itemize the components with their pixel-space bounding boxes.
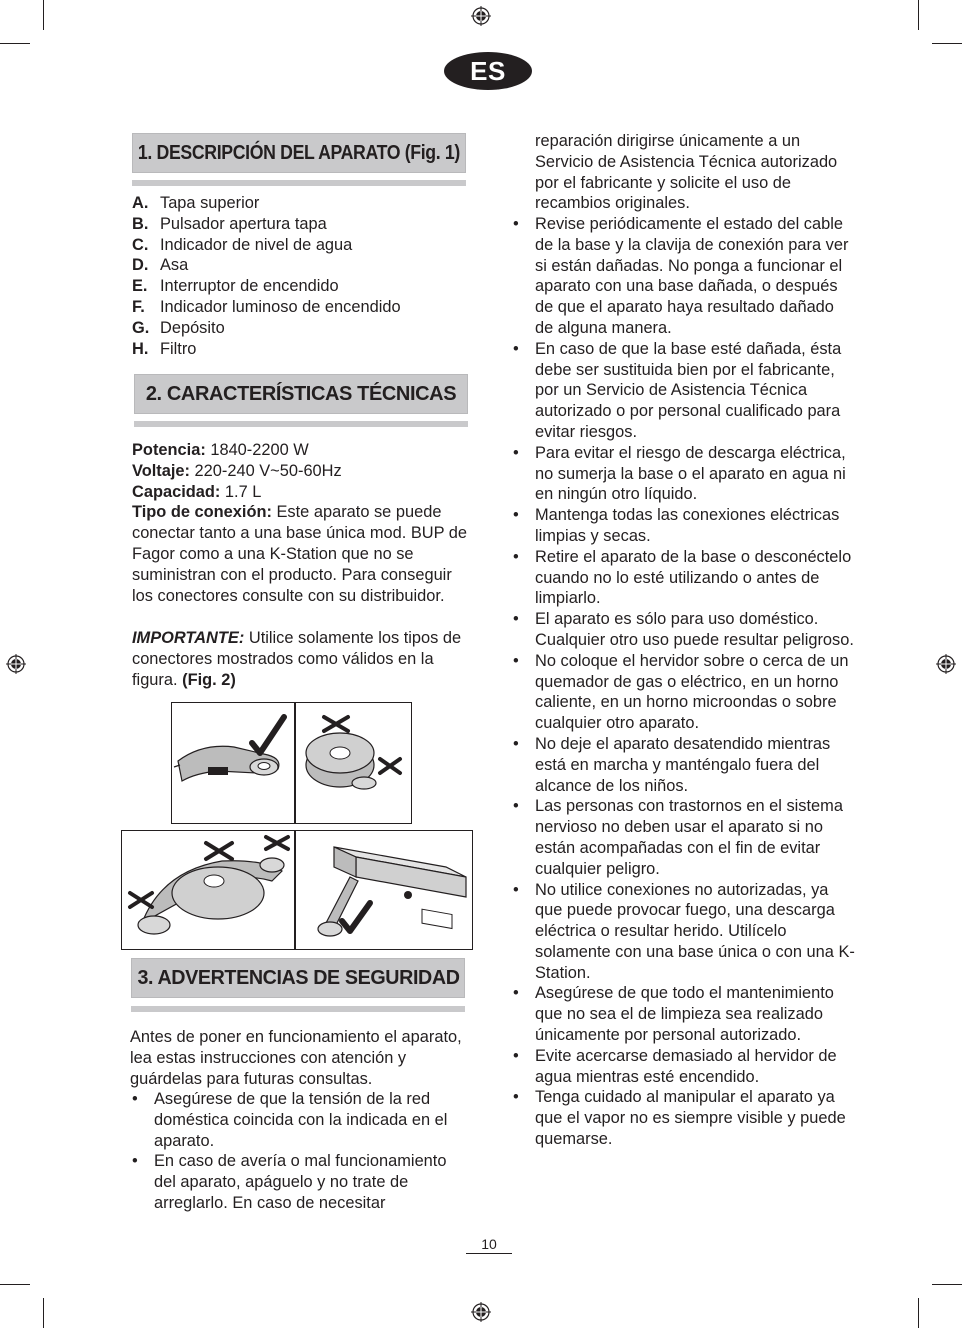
list-item: • No coloque el hervidor sobre o cerca de un quemador de gas o eléctrico, en un horno caliente, en un horno microondas o sobre cualquier otro aparato. [513,651,849,733]
figure-invalid-dual-base [121,830,295,950]
figure-valid-k-station [295,830,473,950]
list-item: H. Filtro [132,339,197,358]
section-1-title: 1. DESCRIPCIÓN DEL APARATO (Fig. 1) [138,141,461,164]
safety-list-left [130,1089,472,1214]
section-rule [131,1006,465,1012]
list-item: E. Interruptor de encendido [132,277,339,296]
list-item: G. Depósito [132,318,225,337]
round-base-illustration [296,703,411,823]
list-item: • Asegúrese de que todo el mantenimiento que no sea el de limpieza sea realizado únicamente por personal autorizado. [513,984,834,1045]
safety-continuation: reparación dirigirse únicamente a un Servicio de Asistencia Técnica autorizado por el fabricante y solicite el uso de recambios originales. [535,132,838,213]
crop-mark [0,43,30,44]
list-item: • Mantenga todas las conexiones eléctricas limpias y secas. [513,506,840,545]
crop-mark [43,0,44,30]
list-item: F. Indicador luminoso de encendido [132,297,401,316]
list-item: • No utilice conexiones no autorizadas, ya que puede provocar fuego, una descarga eléctrica o resultar herido. Utilícelo solamente con una base única o con una K-Station. [513,880,855,982]
registration-mark-icon [936,654,956,674]
crop-mark [918,1298,919,1328]
dual-base-illustration [122,831,294,949]
registration-mark-icon [6,654,26,674]
list-item: • No deje el aparato desatendido mientras está en marcha y manténgalo fuera del alcance de los niños. [513,734,831,795]
list-item: C. Indicador de nivel de agua [132,235,353,254]
figure-invalid-round-base [295,702,412,824]
k-station-illustration [296,831,472,949]
registration-mark-icon [471,1302,491,1322]
list-item: • El aparato es sólo para uso doméstico. Cualquier otro uso puede resultar peligroso. [513,610,854,649]
checkmark-icon [342,903,370,931]
section-rule [134,421,468,427]
section-3-heading [131,958,465,998]
list-item: D. Asa [132,256,189,275]
list-item: B. Pulsador apertura tapa [132,214,327,233]
crop-mark [932,43,962,44]
list-item: • Asegúrese de que la tensión de la red doméstica coincida con la indicada en el aparato. [132,1090,448,1150]
registration-mark-icon [471,6,491,26]
page-number: 10 [466,1236,512,1254]
safety-intro: Antes de poner en funcionamiento el aparato, lea estas instrucciones con atención y guárdelas para futuras consultas. [130,1028,462,1088]
checkmark-icon [252,717,284,753]
section-2-heading [134,374,468,414]
list-item: • Revise periódicamente el estado del cable de la base y la clavija de conexión para ver si están dañadas. No ponga a funcionar el aparato con una base dañada, o después de que el aparato haya resultado dañado de alguna manera. [513,215,849,337]
crop-mark [918,0,919,30]
list-item: • Las personas con trastornos en el sistema nervioso no deben usar el aparato si no están acompañadas con el fin de evitar cualquier peligro. [513,797,843,878]
list-item: A. Tapa superior [132,194,260,212]
base-connector-illustration [172,703,294,823]
language-badge: ES [444,52,532,90]
list-item: • Retire el aparato de la base o desconéctelo cuando no lo esté utilizando o antes de limpiarlo. [513,547,852,608]
parts-list [132,193,472,359]
section-rule [132,180,466,186]
crop-mark [932,1284,962,1285]
section-2-title: 2. CARACTERÍSTICAS TÉCNICAS [145,382,457,405]
section-1-heading [132,133,466,173]
list-item: • Evite acercarse demasiado al hervidor de agua mientras esté encendido. [513,1046,837,1086]
section-3-title: 3. ADVERTENCIAS DE SEGURIDAD [136,966,460,989]
tech-specs: Potencia: 1840-2200 W Voltaje: 220-240 V~50-60Hz Capacidad: 1.7 L Tipo de conexión: Este aparato se puede conectar tanto a una base única mod. BUP de Fagor como a una K-Station que no se suministran con el producto. Para conseguir los conectores consulte con su distribuidor. [132,441,468,605]
list-item: • Para evitar el riesgo de descarga eléctrica, no sumerja la base o el aparato en agua ni en ningún otro líquido. [513,443,846,504]
figure-valid-base-connector [171,702,295,824]
crop-mark [43,1298,44,1328]
list-item: • En caso de que la base esté dañada, ésta debe ser sustituida bien por el fabricante, por un Servicio de Asistencia Técnica autorizado o por personal cualificado para evitar riesgos. [513,339,842,441]
crop-mark [0,1284,30,1285]
list-item: • Tenga cuidado al manipular el aparato ya que el vapor no es siempre visible y puede quemarse. [513,1088,846,1149]
important-note: IMPORTANTE: Utilice solamente los tipos de conectores mostrados como válidos en la figura. (Fig. 2) [132,629,462,689]
safety-list-right [511,214,855,1150]
list-item: • En caso de avería o mal funcionamiento del aparato, apáguelo y no trate de arreglarlo. En caso de necesitar [132,1152,447,1212]
